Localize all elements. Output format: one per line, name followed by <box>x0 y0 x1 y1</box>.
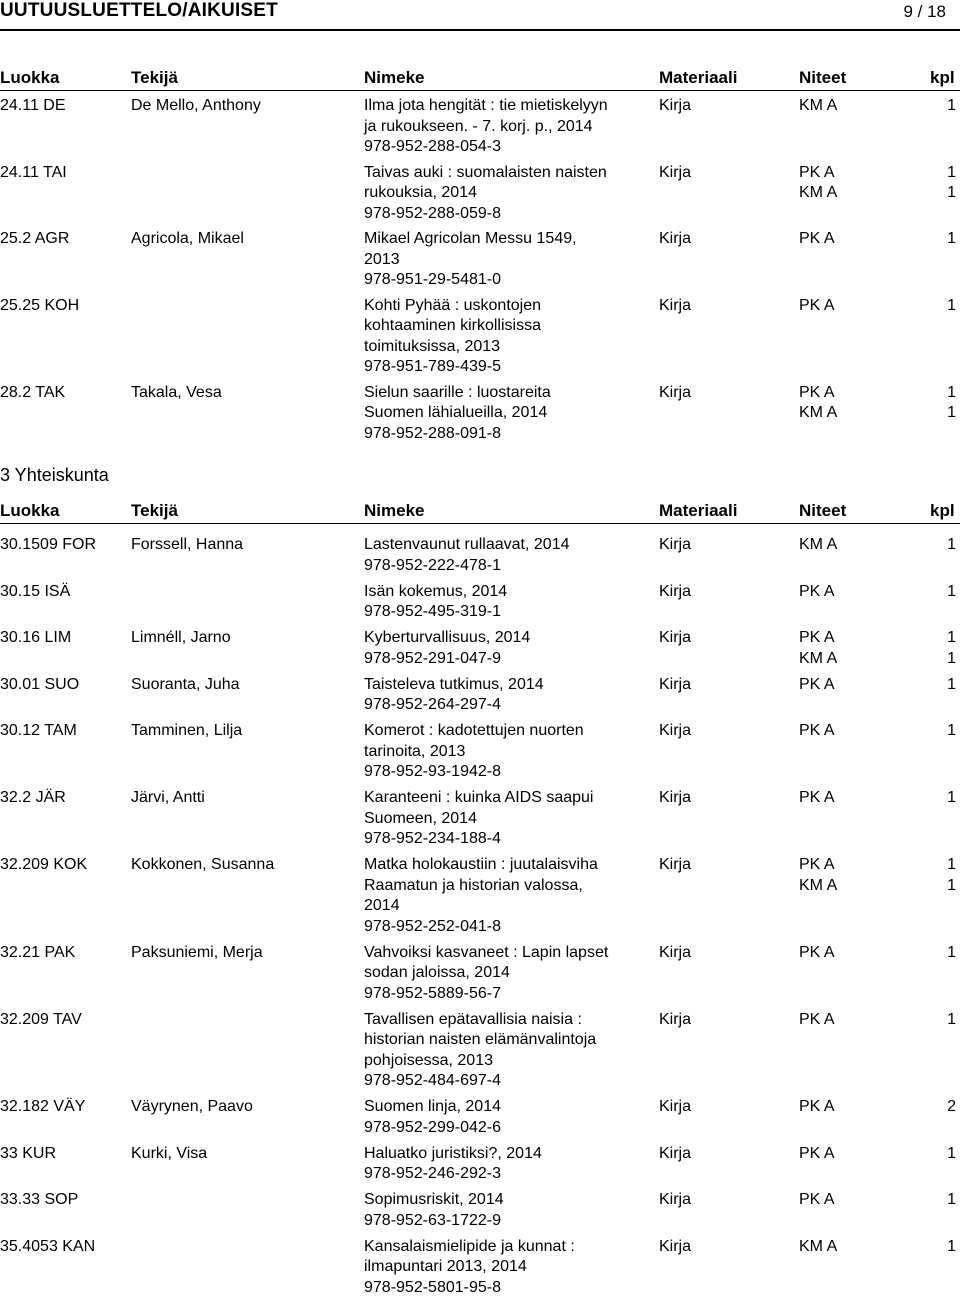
column-header-kpl: kpl <box>930 501 955 520</box>
entry-nimeke <box>364 535 654 576</box>
entry-materiaali: Kirja <box>659 629 692 646</box>
entry-nimeke-line: 978-952-288-091-8 <box>364 424 501 442</box>
entry-luokka: 24.11 DE <box>0 97 66 114</box>
entry-nimeke-line: 978-952-246-292-3 <box>364 1165 501 1182</box>
entry-nimeke-line: tarinoita, 2013 <box>364 742 466 760</box>
entry-niteet <box>799 1144 835 1165</box>
entry-luokka: 35.4053 KAN <box>0 1237 96 1255</box>
entry-kpl-value: 1 <box>947 943 956 961</box>
entry-luokka: 32.182 VÄY <box>0 1098 86 1115</box>
entry-nimeke-line: 978-952-495-319-1 <box>364 603 501 620</box>
entry-kpl <box>930 163 956 204</box>
entry-niteet <box>799 628 837 669</box>
entry-niteet <box>799 1010 835 1031</box>
entry-niteet-value: PK A <box>799 675 835 693</box>
entry-niteet-value: KM A <box>799 649 838 667</box>
column-header-tekija: Tekijä <box>131 68 178 87</box>
entry-kpl <box>930 1097 956 1118</box>
entry-niteet-value: KM A <box>799 97 838 114</box>
entry-niteet <box>799 943 835 964</box>
entry-niteet-value: KM A <box>799 1237 838 1255</box>
entry-materiaali: Kirja <box>659 230 692 247</box>
entry-niteet-value: KM A <box>799 404 838 421</box>
entry-niteet <box>799 582 835 603</box>
entry-niteet <box>799 1237 837 1258</box>
entry-nimeke <box>364 675 654 716</box>
entry-niteet-value: PK A <box>799 163 835 181</box>
entry-tekija: Agricola, Mikael <box>131 230 244 247</box>
entry-nimeke-line: 978-952-484-697-4 <box>364 1072 501 1089</box>
entry-nimeke-line: Raamatun ja historian valossa, <box>364 876 583 894</box>
entry-nimeke-line: 2013 <box>364 250 400 268</box>
entry-tekija: Forssell, Hanna <box>131 536 244 553</box>
column-header-luokka: Luokka <box>0 68 60 87</box>
entry-niteet-value: PK A <box>799 383 835 401</box>
entry-nimeke-line: kohtaaminen kirkollisissa <box>364 317 541 334</box>
entry-nimeke-line: Matka holokaustiin : juutalaisviha <box>364 856 598 873</box>
entry-luokka: 32.21 PAK <box>0 943 76 961</box>
entry-luokka: 32.209 KOK <box>0 856 88 873</box>
entry-niteet-value: PK A <box>799 943 835 961</box>
entry-nimeke-line: 978-952-291-047-9 <box>364 649 501 667</box>
column-header-row <box>0 501 960 521</box>
entry-nimeke-line: Sopimusriskit, 2014 <box>364 1191 504 1208</box>
entry-kpl <box>930 229 956 250</box>
entry-nimeke <box>364 943 654 1005</box>
entry-nimeke-line: 2014 <box>364 897 400 914</box>
entry-niteet-value: PK A <box>799 722 835 739</box>
entry-kpl <box>930 788 956 809</box>
entry-kpl <box>930 1237 956 1258</box>
entry-materiaali: Kirja <box>659 296 692 314</box>
entry-nimeke <box>364 1010 654 1092</box>
entry-luokka: 33.33 SOP <box>0 1191 79 1208</box>
entry-nimeke <box>364 628 654 669</box>
entry-luokka: 24.11 TAI <box>0 163 67 181</box>
entry-kpl-value: 1 <box>947 876 956 894</box>
column-header-niteet: Niteet <box>799 68 847 87</box>
entry-nimeke-line: 978-952-222-478-1 <box>364 556 501 574</box>
entry-nimeke-line: Suomen linja, 2014 <box>364 1098 501 1115</box>
entry-materiaali: Kirja <box>659 97 692 114</box>
entry-kpl <box>930 721 956 742</box>
entry-kpl-value: 1 <box>947 856 956 873</box>
entry-niteet-value: PK A <box>799 296 835 314</box>
entry-nimeke-line: 978-952-234-188-4 <box>364 830 501 847</box>
entry-materiaali: Kirja <box>659 1237 692 1255</box>
header-divider <box>0 29 960 31</box>
entry-niteet <box>799 1190 835 1211</box>
entry-nimeke-line: Suomeen, 2014 <box>364 809 477 827</box>
entry-kpl-value: 1 <box>947 582 956 600</box>
entry-nimeke-line: 978-952-5801-95-8 <box>364 1278 501 1296</box>
column-header-kpl: kpl <box>930 68 955 87</box>
entry-niteet <box>799 163 837 204</box>
entry-kpl-value: 1 <box>947 649 956 667</box>
entry-kpl-value: 1 <box>947 404 956 421</box>
entry-materiaali: Kirja <box>659 675 692 693</box>
entry-niteet <box>799 535 837 556</box>
entry-kpl-value: 2 <box>947 1098 956 1115</box>
entry-kpl-value: 1 <box>947 184 956 201</box>
entry-nimeke-line: Ilma jota hengität : tie mietiskelyyn <box>364 97 608 114</box>
entry-materiaali: Kirja <box>659 722 692 739</box>
entry-luokka: 30.15 ISÄ <box>0 582 71 600</box>
entry-nimeke-line: 978-952-288-059-8 <box>364 204 501 222</box>
entry-nimeke-line: 978-952-63-1722-9 <box>364 1211 501 1229</box>
entry-nimeke <box>364 788 654 850</box>
entry-niteet-value: PK A <box>799 1098 835 1115</box>
entry-kpl-value: 1 <box>947 97 956 114</box>
entry-kpl-value: 1 <box>947 1237 956 1255</box>
entry-tekija: Väyrynen, Paavo <box>131 1098 253 1115</box>
entry-materiaali: Kirja <box>659 1144 692 1162</box>
entry-niteet <box>799 1097 835 1118</box>
entry-materiaali: Kirja <box>659 1010 692 1028</box>
document-title: UUTUUSLUETTELO/AIKUISET <box>0 0 278 21</box>
entry-nimeke-line: Kyberturvallisuus, 2014 <box>364 629 531 646</box>
entry-nimeke-line: historian naisten elämänvalintoja <box>364 1031 597 1048</box>
entry-materiaali: Kirja <box>659 536 692 553</box>
entry-nimeke-line: Mikael Agricolan Messu 1549, <box>364 230 577 247</box>
entry-nimeke <box>364 383 654 445</box>
entry-niteet-value: KM A <box>799 536 838 553</box>
column-header-nimeke: Nimeke <box>364 68 425 87</box>
entry-kpl <box>930 675 956 696</box>
column-header-niteet: Niteet <box>799 501 847 520</box>
entry-kpl-value: 1 <box>947 789 956 806</box>
column-header-divider <box>0 90 960 91</box>
entry-kpl-value: 1 <box>947 163 956 181</box>
entry-niteet <box>799 229 835 250</box>
entry-nimeke-line: 978-951-789-439-5 <box>364 358 501 375</box>
entry-niteet-value: PK A <box>799 1010 835 1028</box>
entry-nimeke-line: ilmapuntari 2013, 2014 <box>364 1258 527 1275</box>
entry-kpl <box>930 535 956 556</box>
section-title: 3 Yhteiskunta <box>0 465 109 485</box>
entry-tekija: Takala, Vesa <box>131 383 222 401</box>
entry-kpl-value: 1 <box>947 629 956 646</box>
column-header-row <box>0 68 960 88</box>
entry-niteet-value: KM A <box>799 876 838 894</box>
entry-niteet-value: PK A <box>799 1191 835 1208</box>
entry-luokka: 30.12 TAM <box>0 722 77 739</box>
entry-nimeke-line: Komerot : kadotettujen nuorten <box>364 722 584 739</box>
entry-nimeke <box>364 229 654 291</box>
entry-nimeke-line: Kansalaismielipide ja kunnat : <box>364 1237 575 1255</box>
entry-materiaali: Kirja <box>659 943 692 961</box>
entry-tekija: Paksuniemi, Merja <box>131 943 263 961</box>
entry-nimeke <box>364 1190 654 1231</box>
entry-nimeke <box>364 1237 654 1299</box>
entry-materiaali: Kirja <box>659 1191 692 1208</box>
column-header-tekija: Tekijä <box>131 501 178 520</box>
entry-kpl-value: 1 <box>947 1144 956 1162</box>
entry-materiaali: Kirja <box>659 1098 692 1115</box>
entry-niteet-value: PK A <box>799 1144 835 1162</box>
entry-kpl <box>930 855 956 896</box>
entry-niteet <box>799 383 837 424</box>
entry-luokka: 28.2 TAK <box>0 383 66 401</box>
page-header <box>0 0 960 28</box>
entry-nimeke-line: rukouksia, 2014 <box>364 184 477 201</box>
page-number: 9 / 18 <box>903 2 946 21</box>
column-header-nimeke: Nimeke <box>364 501 425 520</box>
entry-tekija: De Mello, Anthony <box>131 97 261 114</box>
entry-tekija: Kurki, Visa <box>131 1144 208 1162</box>
entry-kpl <box>930 1010 956 1031</box>
entry-tekija: Kokkonen, Susanna <box>131 856 275 873</box>
entry-materiaali: Kirja <box>659 383 692 401</box>
entry-tekija: Suoranta, Juha <box>131 675 240 693</box>
entry-nimeke-line: toimituksissa, 2013 <box>364 337 501 355</box>
entry-kpl-value: 1 <box>947 675 956 693</box>
entry-kpl <box>930 96 956 117</box>
entry-materiaali: Kirja <box>659 163 692 181</box>
entry-kpl <box>930 943 956 964</box>
entry-luokka: 25.2 AGR <box>0 230 70 247</box>
entry-nimeke <box>364 855 654 937</box>
column-header-materiaali: Materiaali <box>659 501 738 520</box>
entry-luokka: 32.2 JÄR <box>0 789 66 806</box>
entry-niteet <box>799 788 835 809</box>
entry-nimeke-line: 978-952-299-042-6 <box>364 1118 501 1136</box>
entry-niteet <box>799 296 835 317</box>
entry-niteet-value: PK A <box>799 789 835 806</box>
column-header-luokka: Luokka <box>0 501 60 520</box>
entry-kpl <box>930 1190 956 1211</box>
entry-nimeke-line: Sielun saarille : luostareita <box>364 383 551 401</box>
entry-nimeke-line: Tavallisen epätavallisia naisia : <box>364 1010 582 1028</box>
entry-nimeke-line: ja rukoukseen. - 7. korj. p., 2014 <box>364 117 593 135</box>
entry-materiaali: Kirja <box>659 582 692 600</box>
entry-niteet <box>799 675 835 696</box>
entry-nimeke-line: sodan jaloissa, 2014 <box>364 964 510 981</box>
entry-luokka: 32.209 TAV <box>0 1010 82 1028</box>
entry-luokka: 30.16 LIM <box>0 629 72 646</box>
entry-kpl-value: 1 <box>947 383 956 401</box>
entry-luokka: 30.01 SUO <box>0 675 80 693</box>
entry-tekija: Limnéll, Jarno <box>131 629 231 646</box>
entry-tekija: Järvi, Antti <box>131 789 205 806</box>
entry-niteet <box>799 855 837 896</box>
column-header-divider <box>0 523 960 524</box>
entry-nimeke-line: 978-952-252-041-8 <box>364 917 501 935</box>
entry-kpl-value: 1 <box>947 722 956 739</box>
entry-nimeke-line: Haluatko juristiksi?, 2014 <box>364 1144 542 1162</box>
entry-niteet-value: KM A <box>799 184 838 201</box>
entry-niteet-value: PK A <box>799 582 835 600</box>
entry-niteet-value: PK A <box>799 230 835 247</box>
entry-nimeke <box>364 1144 654 1185</box>
entry-kpl <box>930 1144 956 1165</box>
entry-niteet-value: PK A <box>799 856 835 873</box>
entry-materiaali: Kirja <box>659 789 692 806</box>
entry-nimeke-line: 978-952-288-054-3 <box>364 138 501 155</box>
entry-kpl <box>930 628 956 669</box>
entry-luokka: 25.25 KOH <box>0 296 80 314</box>
entry-nimeke-line: Suomen lähialueilla, 2014 <box>364 404 548 421</box>
entry-nimeke-line: Isän kokemus, 2014 <box>364 582 508 600</box>
entry-nimeke <box>364 1097 654 1138</box>
entry-nimeke-line: Vahvoiksi kasvaneet : Lapin lapset <box>364 943 609 961</box>
entry-kpl <box>930 296 956 317</box>
entry-nimeke-line: 978-952-93-1942-8 <box>364 763 501 780</box>
entry-niteet-value: PK A <box>799 629 835 646</box>
entry-nimeke-line: 978-952-5889-56-7 <box>364 984 501 1002</box>
entry-nimeke-line: Kohti Pyhää : uskontojen <box>364 296 542 314</box>
entry-kpl-value: 1 <box>947 536 956 553</box>
entry-niteet <box>799 96 837 117</box>
entry-nimeke-line: 978-952-264-297-4 <box>364 696 501 713</box>
column-header-materiaali: Materiaali <box>659 68 738 87</box>
entry-kpl-value: 1 <box>947 1191 956 1208</box>
entry-nimeke-line: Taivas auki : suomalaisten naisten <box>364 163 607 181</box>
entry-nimeke-line: Taisteleva tutkimus, 2014 <box>364 675 544 693</box>
entry-nimeke <box>364 582 654 623</box>
entry-nimeke <box>364 296 654 378</box>
entry-tekija: Tamminen, Lilja <box>131 722 243 739</box>
entry-luokka: 30.1509 FOR <box>0 536 97 553</box>
entry-niteet <box>799 721 835 742</box>
entry-nimeke-line: Karanteeni : kuinka AIDS saapui <box>364 789 594 806</box>
entry-nimeke-line: Lastenvaunut rullaavat, 2014 <box>364 536 570 553</box>
entry-materiaali: Kirja <box>659 856 692 873</box>
entry-kpl <box>930 582 956 603</box>
entry-kpl-value: 1 <box>947 1010 956 1028</box>
entry-kpl-value: 1 <box>947 296 956 314</box>
entry-nimeke <box>364 96 654 158</box>
entry-kpl <box>930 383 956 424</box>
entry-luokka: 33 KUR <box>0 1144 57 1162</box>
entry-nimeke-line: pohjoisessa, 2013 <box>364 1051 493 1069</box>
entry-nimeke <box>364 163 654 225</box>
entry-nimeke <box>364 721 654 783</box>
entry-nimeke-line: 978-951-29-5481-0 <box>364 271 501 288</box>
entry-kpl-value: 1 <box>947 230 956 247</box>
